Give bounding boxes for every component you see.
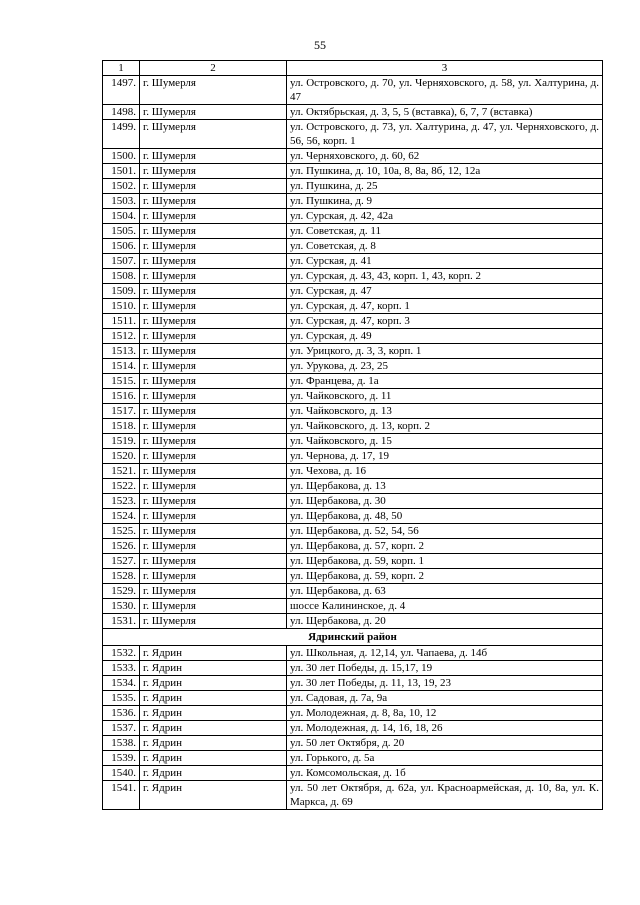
row-number: 1514. (103, 359, 140, 374)
table-row (103, 105, 603, 120)
row-city: г. Шумерля (140, 479, 287, 494)
row-address: ул. Октябрьская, д. 3, 5, 5 (вставка), 6, 7, 7 (вставка) (287, 105, 603, 120)
row-address: ул. Черняховского, д. 60, 62 (287, 149, 603, 164)
row-city: г. Шумерля (140, 284, 287, 299)
row-number: 1537. (103, 721, 140, 736)
row-city: г. Шумерля (140, 314, 287, 329)
row-address: ул. Щербакова, д. 30 (287, 494, 603, 509)
table-row (103, 359, 603, 374)
table-row (103, 404, 603, 419)
table-row (103, 584, 603, 599)
table-header-row (103, 61, 603, 76)
row-city: г. Ядрин (140, 721, 287, 736)
table-row (103, 254, 603, 269)
row-city: г. Шумерля (140, 149, 287, 164)
row-number: 1503. (103, 194, 140, 209)
row-address: ул. Пушкина, д. 25 (287, 179, 603, 194)
row-city: г. Шумерля (140, 449, 287, 464)
row-number: 1524. (103, 509, 140, 524)
row-city: г. Ядрин (140, 661, 287, 676)
row-number: 1526. (103, 539, 140, 554)
row-address: ул. 30 лет Победы, д. 15,17, 19 (287, 661, 603, 676)
header-col-3: 3 (287, 61, 603, 76)
row-address: ул. Островского, д. 73, ул. Халтурина, д. 47, ул. Черняховского, д. 56, 56, корп. 1 (287, 120, 603, 149)
table-row (103, 344, 603, 359)
row-number: 1541. (103, 781, 140, 810)
table-row (103, 646, 603, 661)
section-title: Ядринский район (103, 629, 603, 646)
row-city: г. Шумерля (140, 344, 287, 359)
row-address: ул. Сурская, д. 49 (287, 329, 603, 344)
row-number: 1529. (103, 584, 140, 599)
row-city: г. Шумерля (140, 194, 287, 209)
row-address: ул. 50 лет Октября, д. 62а, ул. Красноармейская, д. 10, 8а, ул. К. Маркса, д. 69 (287, 781, 603, 810)
row-address: ул. Сурская, д. 41 (287, 254, 603, 269)
row-address: ул. Молодежная, д. 8, 8а, 10, 12 (287, 706, 603, 721)
table-row (103, 479, 603, 494)
row-address: ул. Чайковского, д. 15 (287, 434, 603, 449)
table-body (103, 76, 603, 810)
page-number: 55 (314, 38, 326, 52)
table-row (103, 76, 603, 105)
row-number: 1535. (103, 691, 140, 706)
row-city: г. Шумерля (140, 269, 287, 284)
table-row (103, 509, 603, 524)
row-number: 1532. (103, 646, 140, 661)
row-city: г. Шумерля (140, 524, 287, 539)
row-number: 1501. (103, 164, 140, 179)
row-address: шоссе Калининское, д. 4 (287, 599, 603, 614)
table-row (103, 539, 603, 554)
row-address: ул. Щербакова, д. 20 (287, 614, 603, 629)
row-number: 1504. (103, 209, 140, 224)
row-city: г. Шумерля (140, 179, 287, 194)
table-row (103, 614, 603, 629)
table-row (103, 434, 603, 449)
table-row (103, 179, 603, 194)
row-city: г. Шумерля (140, 419, 287, 434)
table-row (103, 449, 603, 464)
table-row (103, 374, 603, 389)
row-number: 1539. (103, 751, 140, 766)
row-number: 1520. (103, 449, 140, 464)
row-city: г. Ядрин (140, 751, 287, 766)
row-number: 1525. (103, 524, 140, 539)
row-city: г. Шумерля (140, 209, 287, 224)
row-number: 1511. (103, 314, 140, 329)
row-number: 1498. (103, 105, 140, 120)
row-city: г. Ядрин (140, 781, 287, 810)
row-number: 1540. (103, 766, 140, 781)
row-city: г. Ядрин (140, 766, 287, 781)
row-address: ул. Советская, д. 8 (287, 239, 603, 254)
row-city: г. Ядрин (140, 676, 287, 691)
row-address: ул. Чайковского, д. 11 (287, 389, 603, 404)
row-city: г. Шумерля (140, 404, 287, 419)
table-row (103, 209, 603, 224)
table-row (103, 676, 603, 691)
row-number: 1505. (103, 224, 140, 239)
row-city: г. Шумерля (140, 374, 287, 389)
row-number: 1506. (103, 239, 140, 254)
row-address: ул. Чехова, д. 16 (287, 464, 603, 479)
row-number: 1515. (103, 374, 140, 389)
row-city: г. Шумерля (140, 299, 287, 314)
row-city: г. Шумерля (140, 464, 287, 479)
row-number: 1522. (103, 479, 140, 494)
row-address: ул. Садовая, д. 7а, 9а (287, 691, 603, 706)
table-row (103, 389, 603, 404)
table-row (103, 164, 603, 179)
row-city: г. Шумерля (140, 120, 287, 149)
row-address: ул. Щербакова, д. 13 (287, 479, 603, 494)
table-row (103, 314, 603, 329)
row-address: ул. Францева, д. 1а (287, 374, 603, 389)
row-number: 1536. (103, 706, 140, 721)
row-number: 1516. (103, 389, 140, 404)
row-address: ул. Советская, д. 11 (287, 224, 603, 239)
row-city: г. Шумерля (140, 224, 287, 239)
row-number: 1519. (103, 434, 140, 449)
table-row (103, 599, 603, 614)
row-city: г. Шумерля (140, 509, 287, 524)
table-row (103, 224, 603, 239)
row-city: г. Шумерля (140, 164, 287, 179)
row-number: 1533. (103, 661, 140, 676)
row-city: г. Шумерля (140, 105, 287, 120)
row-number: 1502. (103, 179, 140, 194)
row-address: ул. Сурская, д. 47, корп. 3 (287, 314, 603, 329)
row-address: ул. Щербакова, д. 48, 50 (287, 509, 603, 524)
section-row (103, 629, 603, 646)
row-number: 1530. (103, 599, 140, 614)
row-number: 1510. (103, 299, 140, 314)
row-address: ул. Урукова, д. 23, 25 (287, 359, 603, 374)
row-number: 1507. (103, 254, 140, 269)
table-row (103, 524, 603, 539)
row-address: ул. Чайковского, д. 13 (287, 404, 603, 419)
table-row (103, 751, 603, 766)
row-number: 1508. (103, 269, 140, 284)
row-address: ул. Комсомольская, д. 1б (287, 766, 603, 781)
row-address: ул. Щербакова, д. 59, корп. 2 (287, 569, 603, 584)
table-row (103, 554, 603, 569)
table-row (103, 494, 603, 509)
table-row (103, 721, 603, 736)
table-row (103, 299, 603, 314)
row-city: г. Шумерля (140, 584, 287, 599)
row-address: ул. Пушкина, д. 9 (287, 194, 603, 209)
row-address: ул. Сурская, д. 47 (287, 284, 603, 299)
table-row (103, 569, 603, 584)
table-row (103, 736, 603, 751)
row-city: г. Ядрин (140, 646, 287, 661)
table-row (103, 329, 603, 344)
row-number: 1499. (103, 120, 140, 149)
table-row (103, 691, 603, 706)
row-address: ул. Сурская, д. 47, корп. 1 (287, 299, 603, 314)
row-address: ул. Сурская, д. 42, 42а (287, 209, 603, 224)
table-row (103, 661, 603, 676)
row-city: г. Шумерля (140, 599, 287, 614)
row-city: г. Шумерля (140, 239, 287, 254)
row-number: 1513. (103, 344, 140, 359)
row-address: ул. Чайковского, д. 13, корп. 2 (287, 419, 603, 434)
table-row (103, 419, 603, 434)
row-address: ул. Горького, д. 5а (287, 751, 603, 766)
table-row (103, 269, 603, 284)
row-city: г. Шумерля (140, 254, 287, 269)
header-col-2: 2 (140, 61, 287, 76)
table-row (103, 781, 603, 810)
row-city: г. Шумерля (140, 539, 287, 554)
row-city: г. Ядрин (140, 706, 287, 721)
table-row (103, 284, 603, 299)
row-address: ул. 30 лет Победы, д. 11, 13, 19, 23 (287, 676, 603, 691)
row-city: г. Шумерля (140, 494, 287, 509)
row-address: ул. Щербакова, д. 59, корп. 1 (287, 554, 603, 569)
table-row (103, 239, 603, 254)
table-row (103, 120, 603, 149)
row-number: 1538. (103, 736, 140, 751)
row-address: ул. Урицкого, д. 3, 3, корп. 1 (287, 344, 603, 359)
address-table (102, 60, 603, 810)
row-number: 1517. (103, 404, 140, 419)
row-city: г. Шумерля (140, 434, 287, 449)
table-row (103, 149, 603, 164)
row-city: г. Шумерля (140, 569, 287, 584)
row-address: ул. Пушкина, д. 10, 10а, 8, 8а, 8б, 12, 12а (287, 164, 603, 179)
row-number: 1518. (103, 419, 140, 434)
row-number: 1497. (103, 76, 140, 105)
row-number: 1531. (103, 614, 140, 629)
row-address: ул. Сурская, д. 43, 43, корп. 1, 43, корп. 2 (287, 269, 603, 284)
table-row (103, 706, 603, 721)
row-address: ул. Молодежная, д. 14, 16, 18, 26 (287, 721, 603, 736)
row-city: г. Шумерля (140, 389, 287, 404)
row-address: ул. Щербакова, д. 57, корп. 2 (287, 539, 603, 554)
row-address: ул. Щербакова, д. 63 (287, 584, 603, 599)
row-number: 1534. (103, 676, 140, 691)
row-city: г. Шумерля (140, 614, 287, 629)
row-address: ул. Школьная, д. 12,14, ул. Чапаева, д. 14б (287, 646, 603, 661)
row-address: ул. Чернова, д. 17, 19 (287, 449, 603, 464)
table-row (103, 194, 603, 209)
row-number: 1528. (103, 569, 140, 584)
row-city: г. Ядрин (140, 736, 287, 751)
row-address: ул. Островского, д. 70, ул. Черняховского, д. 58, ул. Халтурина, д. 47 (287, 76, 603, 105)
row-city: г. Шумерля (140, 359, 287, 374)
row-number: 1509. (103, 284, 140, 299)
row-number: 1512. (103, 329, 140, 344)
table-row (103, 464, 603, 479)
row-address: ул. Щербакова, д. 52, 54, 56 (287, 524, 603, 539)
row-city: г. Шумерля (140, 329, 287, 344)
row-number: 1523. (103, 494, 140, 509)
row-address: ул. 50 лет Октября, д. 20 (287, 736, 603, 751)
header-col-1: 1 (103, 61, 140, 76)
row-number: 1500. (103, 149, 140, 164)
row-city: г. Ядрин (140, 691, 287, 706)
row-city: г. Шумерля (140, 76, 287, 105)
row-city: г. Шумерля (140, 554, 287, 569)
row-number: 1527. (103, 554, 140, 569)
table-row (103, 766, 603, 781)
row-number: 1521. (103, 464, 140, 479)
